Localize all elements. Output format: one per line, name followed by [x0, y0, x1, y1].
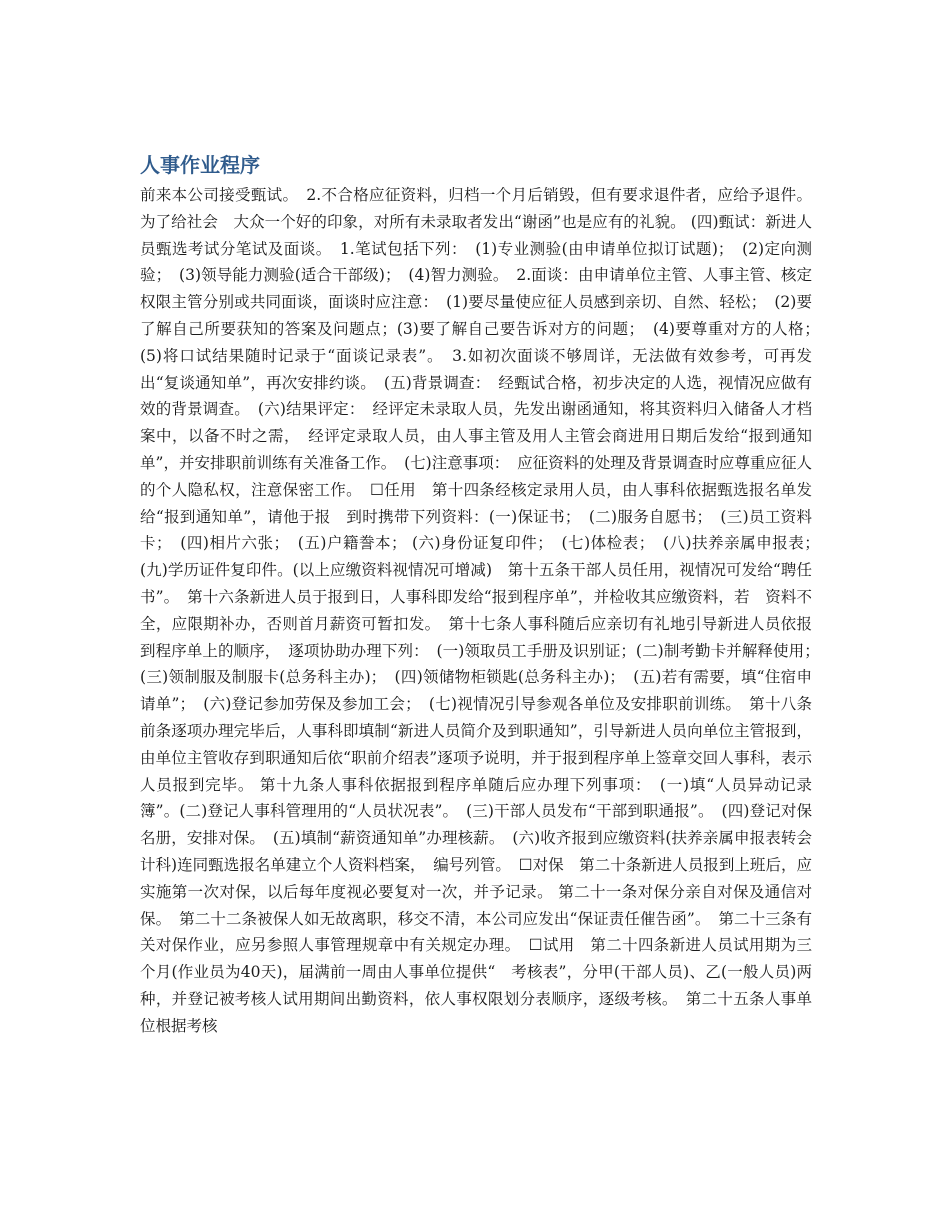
document-body: 前来本公司接受甄试。 2.不合格应征资料，归档一个月后销毁，但有要求退件者，应给予退件。为了给社会 大众一个好的印象，对所有未录取者发出“谢函”也是应有的礼貌。 (四)甄试：新进人员甄选考试分笔试及面谈。 1.笔试包括下列： (1)专业测验(由申请单位拟订试题)； (2)定向测验； (3)领导能力测验(适合干部级)； (4)智力测验。 2.面谈：由申请单位主管、人事主管、核定权限主管分别或共同面谈，面谈时应注意： (1)要尽量使应征人员感到亲切、自然、轻松； (2)要了解自己所要获知的答案及问题点；(3)要了解自己要告诉对方的问题； (4)要尊重对方的人格； (5)将口试结果随时记录于“面谈记录表”。 3.如初次面谈不够周详，无法做有效参考，可再发出“复谈通知单”，再次安排约谈。 (五)背景调查： 经甄试合格，初步决定的人选，视情况应做有效的背景调查。 (六)结果评定： 经评定未录取人员，先发出谢函通知，将其资料归入储备人才档案中，以备不时之需， 经评定录取人员，由人事主管及用人主管会商进用日期后发给“报到通知单”，并安排职前训练有关准备工作。 (七)注意事项： 应征资料的处理及背景调查时应尊重应征人的个人隐私权，注意保密工作。 ☐任用 第十四条经核定录用人员，由人事科依据甄选报名单发给“报到通知单”，请他于报 到时携带下列资料：(一)保证书； (二)服务自愿书； (三)员工资料卡； (四)相片六张； (五)户籍誊本； (六)身份证复印件； (七)体检表； (八)扶养亲属申报表； (九)学历证件复印件。(以上应缴资料视情况可增减) 第十五条干部人员任用，视情况可发给“聘任书”。 第十六条新进人员于报到日，人事科即发给“报到程序单”，并检收其应缴资料，若 资料不全，应限期补办，否则首月薪资可暂扣发。 第十七条人事科随后应亲切有礼地引导新进人员依报到程序单上的顺序， 逐项协助办理下列： (一)领取员工手册及识别证；(二)制考勤卡并解释使用； (三)领制服及制服卡(总务科主办)； (四)领储物柜锁匙(总务科主办)； (五)若有需要，填“住宿申请单”； (六)登记参加劳保及参加工会； (七)视情况引导参观各单位及安排职前训练。 第十八条前条逐项办理完毕后，人事科即填制“新进人员简介及到职通知”，引导新进人员向单位主管报到，由单位主管收存到职通知后依“职前介绍表”逐项予说明，并于报到程序单上签章交回人事科，表示人员报到完毕。 第十九条人事科依据报到程序单随后应办理下列事项： (一)填“人员异动记录簿”。(二)登记人事科管理用的“人员状况表”。 (三)干部人员发布“干部到职通报”。 (四)登记对保名册，安排对保。 (五)填制“薪资通知单”办理核薪。 (六)收齐报到应缴资料(扶养亲属申报表转会计科)连同甄选报名单建立个人资料档案， 编号列管。 ☐对保 第二十条新进人员报到上班后，应实施第一次对保，以后每年度视必要复对一次，并予记录。 第二十一条对保分亲自对保及通信对保。 第二十二条被保人如无故离职，移交不清，本公司应发出“保证责任催告函”。 第二十三条有关对保作业，应另参照人事管理规章中有关规定办理。 ☐试用 第二十四条新进人员试用期为三个月(作业员为40天)，届满前一周由人事单位提供“ 考核表”，分甲(干部人员)、乙(一般人员)两种，并登记被考核人试用期间出勤资料，依人事权限划分表顺序，逐级考核。 第二十五条人事单位根据考核 [140, 186, 828, 1035]
document-title: 人事作业程序 [140, 153, 260, 177]
document-page [140, 150, 828, 1040]
